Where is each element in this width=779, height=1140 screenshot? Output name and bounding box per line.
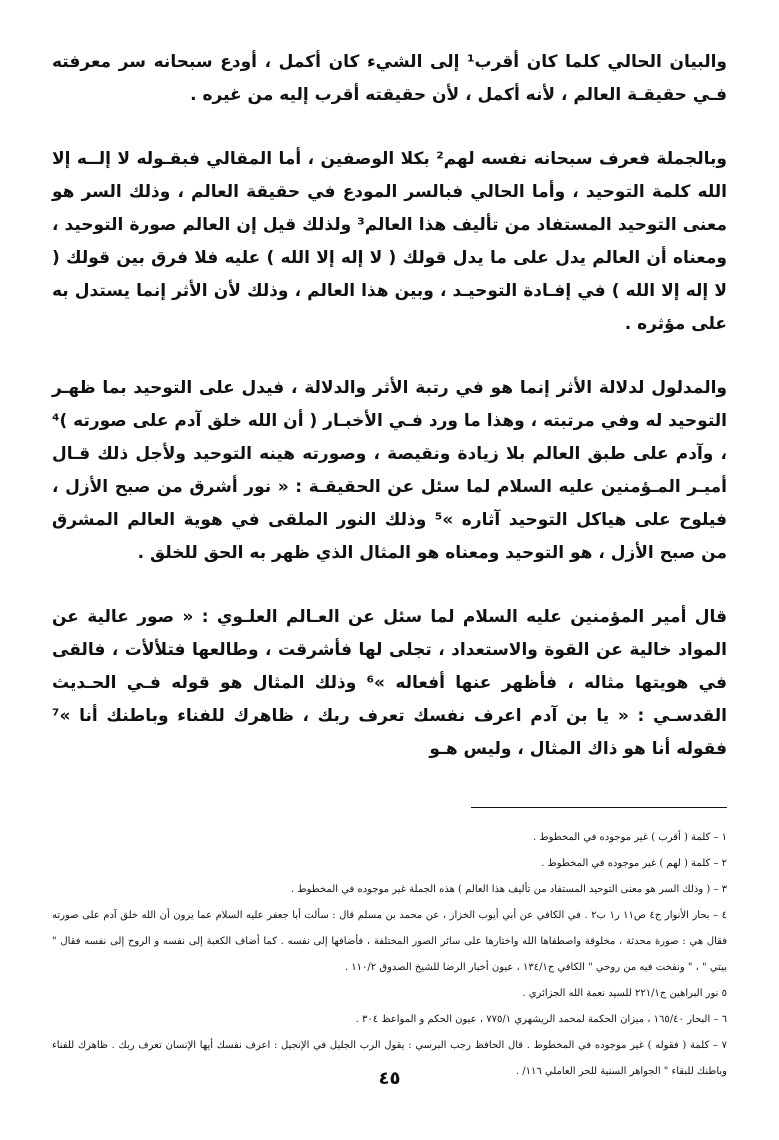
footnote-2: ٢ – كلمة ( لهم ) غير موجوده في المخطوط . [541, 858, 727, 869]
paragraph-2: وبالجملة فعرف سبحانه نفسه لهم² بكلا الوصفين ، أما المقالي فبقـوله لا إلــه إلا الله كلمة التوحيد ، وأما الحالي فبالسر المودع في حقيقة العالم ، وذلك السر هو معنى التوحيد المستفاد من تأليف هذا العالم³ ولذلك قيل إن العالم صورة التوحيد ، ومعناه أن العالم يدل على ما يدل قولك ( لا إله إلا الله ) عليه فلا فرق بين قولك ( لا إله إلا الله ) في إفـادة التوحيـد ، وبين هذا العالم ، وذلك لأن الأثر إنما يستدل به على مؤثره . [52, 149, 727, 334]
main-text [52, 46, 727, 766]
footnote-6: ٦ – البحار ١٦٥/٤٠ ، ميزان الحكمة لمحمد الريشهري ٧٧٥/١ ، عيون الحكم و المواعظ ٣٠٤ . [355, 1014, 727, 1025]
footnotes [52, 825, 727, 1085]
paragraph-1: والبيان الحالي كلما كان أقرب¹ إلى الشيء كان أكمل ، أودع سبحانه سر معرفته فـي حقيقـة العالم ، لأنه أكمل ، لأن حقيقته أقرب إليه من غيره . [52, 52, 728, 105]
footnote-3: ٣ – ( وذلك السر هو معنى التوحيد المستفاد من تأليف هذا العالم ) هذه الجملة غير موجوده في المخطوط . [290, 884, 727, 895]
footnote-separator [471, 807, 727, 808]
footnote-7: ٧ – كلمة ( فقوله ) غير موجوده في المخطوط . قال الحافظ رجب البرسي : يقول الرب الجليل في الإنجيل : اعرف نفسك أيها الإنسان تعرف ربك . ظاهرك للفناء وباطنك للبقاء " الجواهر السنية للحر العاملي ١١٦/ . [52, 1040, 727, 1077]
paragraph-3: والمدلول لدلالة الأثر إنما هو في رتبة الأثر والدلالة ، فيدل على التوحيد بما ظهـر التوحيد له وفي مرتبته ، وهذا ما ورد فـي الأخبـار ( أن الله خلق آدم على صورته )⁴ ، وآدم على طبق العالم بلا زيادة ونقيصة ، وصورته هينه التوحيد ولأجل ذلك قـال أميـر المـؤمنين عليه السلام لما سئل عن الحقيقـة : « نور أشرق من صبح الأزل ، فيلوح على هياكل التوحيد آثاره »⁵ وذلك النور الملقى في هوية العالم المشرق من صبح الأزل ، هو التوحيد ومعناه هو المثال الذي ظهر به الحق للخلق . [52, 378, 728, 563]
footnote-4: ٤ – بحار الأنوار ج٤ ص١١ ر١ ب٢ . في الكافي عن أبي أيوب الخزاز ، عن محمد بن مسلم قال : سألت أبا جعفر عليه السلام عما يرون أن الله خلق آدم على صورته فقال هي : صورة محدثة ، مخلوقة واصطفاها الله واختارها على سائر الصور المختلفة ، فأضافها إلى نفسه . كما أضاف الكعبة إلى نفسه و الروح إلى نفسه فقال " بيتي " ، " ونفخت فيه من روحي " الكافي ج١٣٤/١ ، عيون أخبار الرضا للشيخ الصدوق ١١٠/٢ . [52, 910, 727, 973]
footnote-1: ١ – كلمة ( أقرب ) غير موجوده في المخطوط . [533, 832, 727, 843]
paragraph-4: قال أمير المؤمنين عليه السلام لما سئل عن العـالم العلـوي : « صور عالية عن المواد خالية عن القوة والاستعداد ، تجلى لها فأشرقت ، وطالعها فتلألأت ، فالقى في هويتها مثاله ، فأظهر عنها أفعاله »⁶ وذلك المثال هو قوله فـي الحـديث القدسـي : « يا بن آدم اعرف نفسك تعرف ربك ، ظاهرك للفناء وباطنك أنا »⁷ فقوله أنا هو ذاك المثال ، وليس هـو [52, 607, 727, 759]
book-page [52, 46, 727, 1140]
footnote-5: ٥ نور البراهين ج٢٢١/١ للسيد نعمة الله الجزائري . [522, 988, 727, 999]
page-number: ٤٥ [378, 1068, 401, 1089]
